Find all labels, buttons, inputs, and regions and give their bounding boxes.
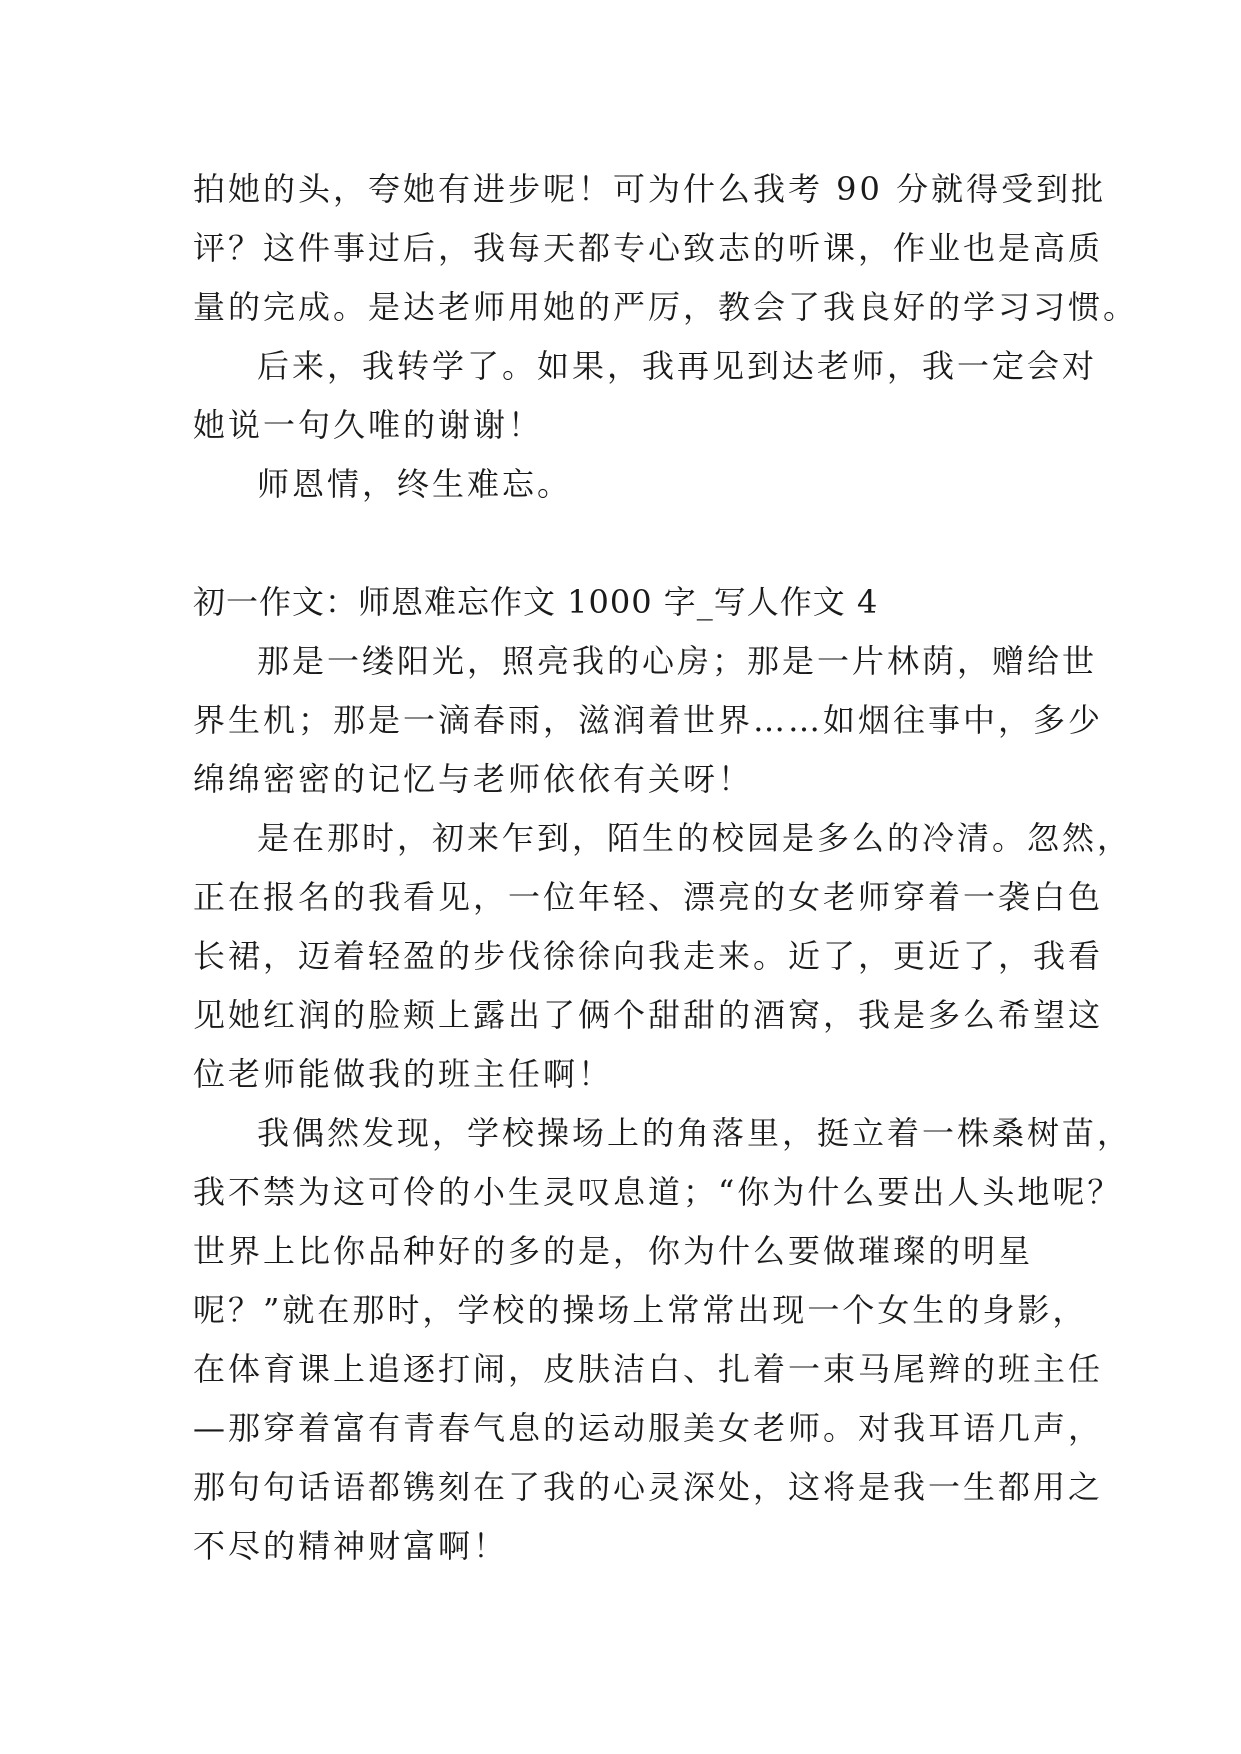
heading-text: 初一作文：师恩难忘作文 1000 字_写人作文 4: [193, 583, 879, 621]
text-line: 后来，我转学了。如果，我再见到达老师，我一定会对: [257, 347, 1098, 385]
section-gap: [193, 514, 1055, 573]
text-line: 位老师能做我的班主任啊！: [193, 1055, 614, 1093]
text-line: 那是一缕阳光，照亮我的心房；那是一片林荫，赠给世: [257, 642, 1098, 680]
text-line: 不尽的精神财富啊！: [193, 1527, 509, 1565]
text-line: 是在那时，初来乍到，陌生的校园是多么的冷清。忽然，: [257, 819, 1133, 857]
text-line: 师恩情，终生难忘。: [257, 465, 573, 503]
text-line: 她说一句久唯的谢谢！: [193, 406, 544, 444]
document-page: [193, 160, 1139, 1576]
text-line: 世界上比你品种好的多的是，你为什么要做璀璨的明星: [193, 1232, 1034, 1270]
text-line: 正在报名的我看见，一位年轻、漂亮的女老师穿着一袭白色: [193, 878, 1104, 916]
paragraph-2: [193, 809, 1133, 1104]
paragraph-3: [193, 1104, 1133, 1576]
section-heading: [193, 573, 1055, 632]
text-line: 拍她的头，夸她有进步呢！可为什么我考 90 分就得受到批: [193, 170, 1107, 208]
paragraph-continuation: [193, 160, 1139, 337]
text-line: 我偶然发现，学校操场上的角落里，挺立着一株桑树苗，: [257, 1114, 1133, 1152]
text-line: 长裙，迈着轻盈的步伐徐徐向我走来。近了，更近了，我看: [193, 937, 1104, 975]
text-line: 在体育课上追逐打闹，皮肤洁白、扎着一束马尾辫的班主任: [193, 1350, 1104, 1388]
text-line: —那穿着富有青春气息的运动服美女老师。对我耳语几声，: [193, 1409, 1104, 1447]
paragraph-transfer: [193, 337, 1098, 455]
paragraph-closing: [193, 455, 1055, 514]
text-line: 呢？”就在那时，学校的操场上常常出现一个女生的身影，: [193, 1291, 1088, 1329]
text-line: 那句句话语都镌刻在了我的心灵深处，这将是我一生都用之: [193, 1468, 1104, 1506]
paragraph-1: [193, 632, 1104, 809]
text-line: 我不禁为这可伶的小生灵叹息道；“你为什么要出人头地呢？: [193, 1173, 1123, 1211]
text-line: 见她红润的脸颊上露出了俩个甜甜的酒窝，我是多么希望这: [193, 996, 1104, 1034]
text-line: 绵绵密密的记忆与老师依依有关呀！: [193, 760, 754, 798]
text-line: 评？这件事过后，我每天都专心致志的听课，作业也是高质: [193, 229, 1104, 267]
text-line: 量的完成。是达老师用她的严厉，教会了我良好的学习习惯。: [193, 288, 1139, 326]
text-line: 界生机；那是一滴春雨，滋润着世界……如烟往事中，多少: [193, 701, 1104, 739]
